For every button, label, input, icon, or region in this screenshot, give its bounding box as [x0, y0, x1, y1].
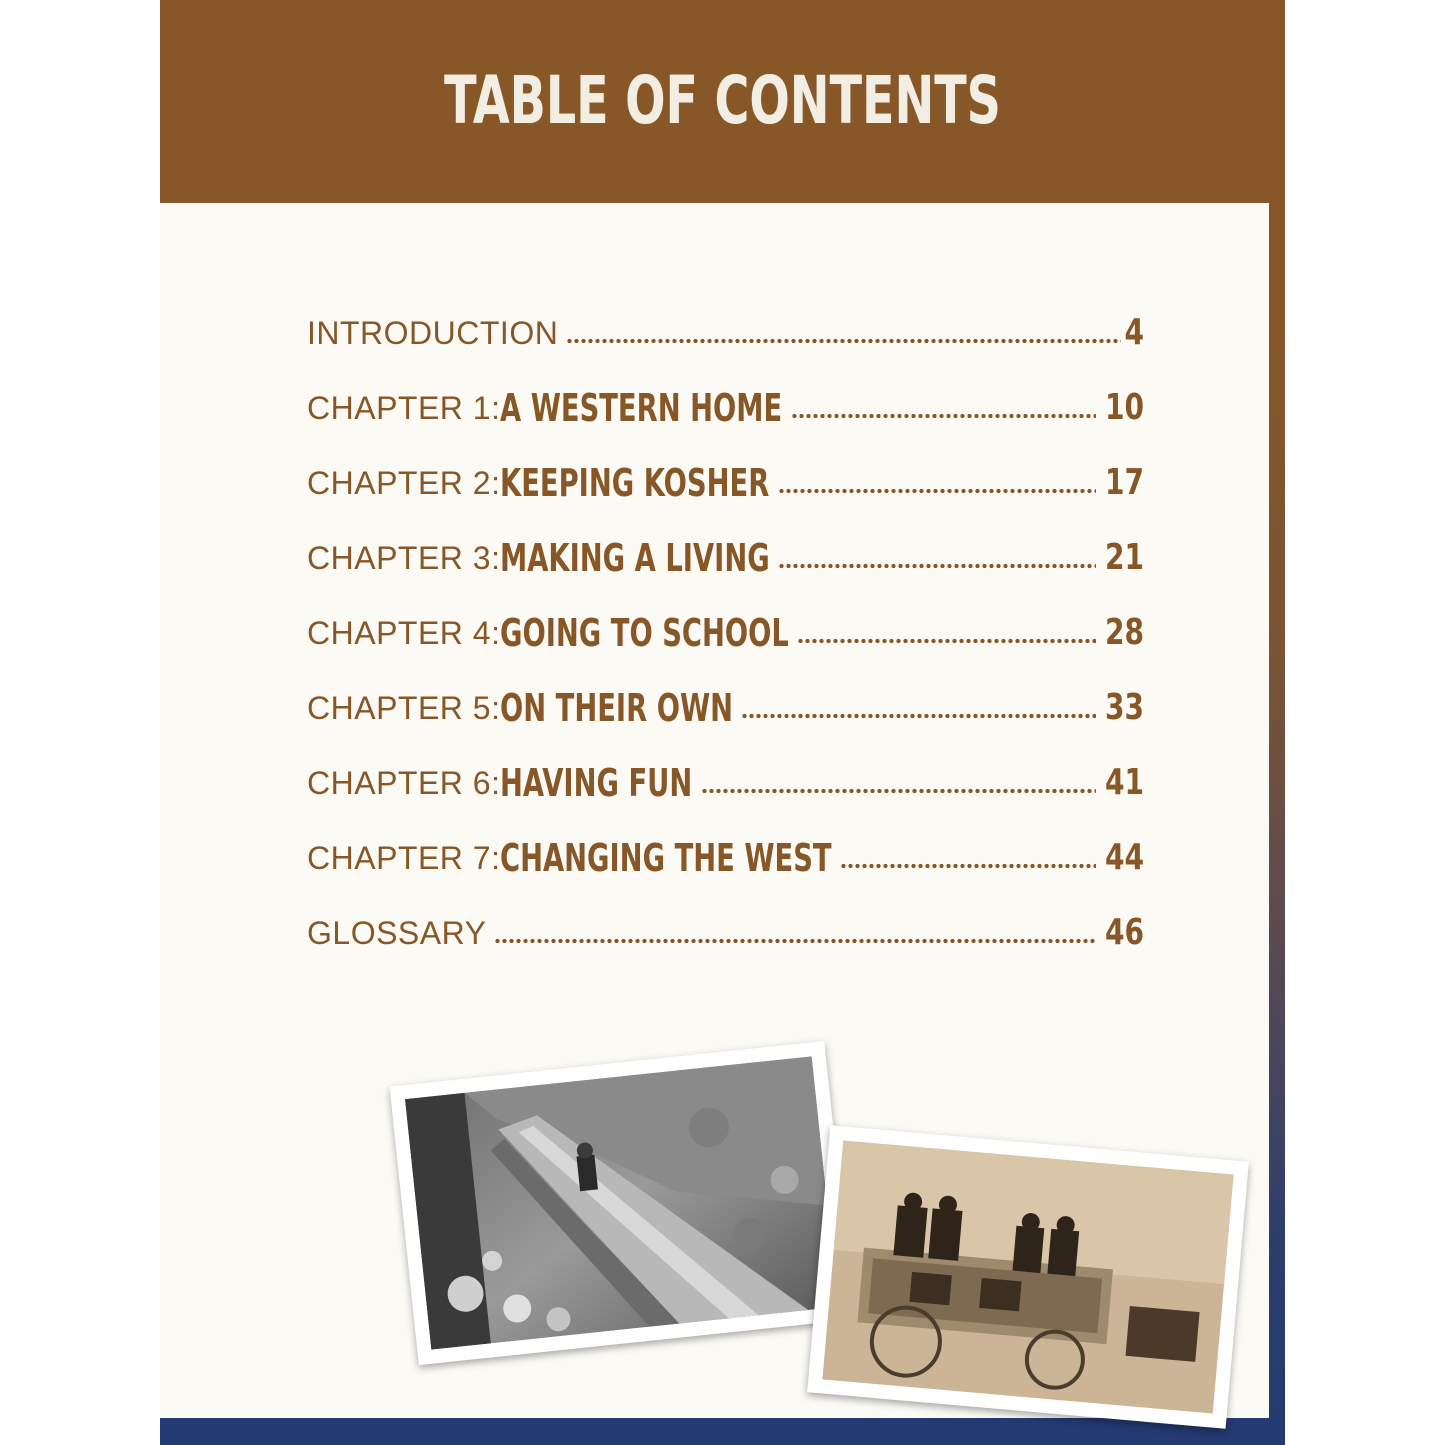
dot-leader: [566, 337, 1121, 345]
toc-page-number: 10: [1104, 387, 1144, 428]
toc-chapter-title: KEEPING KOSHER: [500, 461, 770, 503]
toc-chapter-title: CHANGING THE WEST: [500, 836, 833, 878]
toc-page-number: 21: [1104, 537, 1144, 578]
dot-leader: [797, 637, 1095, 645]
toc-entry-chapter-3[interactable]: [307, 503, 1144, 578]
toc-entry-glossary[interactable]: [307, 878, 1144, 953]
toc-entry-introduction[interactable]: [307, 278, 1144, 353]
toc-chapter-prefix: CHAPTER 7:: [307, 840, 501, 876]
toc-chapter-prefix: CHAPTER 2:: [307, 465, 501, 501]
dot-leader: [840, 862, 1096, 870]
photo-mining-flume: [390, 1041, 854, 1365]
toc-chapter-title: ON THEIR OWN: [500, 686, 734, 728]
toc-page-number: 33: [1104, 687, 1144, 728]
toc-page-number: 44: [1104, 837, 1144, 878]
dot-leader: [741, 712, 1095, 720]
toc-chapter-prefix: CHAPTER 6:: [307, 765, 501, 801]
photo-stagecoach: [807, 1125, 1249, 1429]
toc-page-number: 46: [1104, 912, 1144, 953]
page-title: TABLE OF CONTENTS: [444, 62, 1001, 139]
toc-chapter-title: GOING TO SCHOOL: [500, 611, 790, 653]
toc-entry-chapter-7[interactable]: [307, 803, 1144, 878]
bottom-band: [160, 1418, 1285, 1445]
toc-entry-chapter-1[interactable]: [307, 353, 1144, 428]
dot-leader: [778, 487, 1096, 495]
toc-chapter-prefix: CHAPTER 4:: [307, 615, 501, 651]
toc-page-number: 28: [1104, 612, 1144, 653]
toc-chapter-prefix: CHAPTER 3:: [307, 540, 501, 576]
toc-entry-chapter-4[interactable]: [307, 578, 1144, 653]
dot-leader: [494, 937, 1095, 945]
toc-chapter-title: MAKING A LIVING: [500, 536, 771, 578]
toc-entry-chapter-6[interactable]: [307, 728, 1144, 803]
dot-leader: [791, 412, 1096, 420]
toc-page-number: 41: [1104, 762, 1144, 803]
dot-leader: [778, 562, 1096, 570]
toc-page-number: 17: [1104, 462, 1144, 503]
stagecoach-image: [822, 1140, 1233, 1413]
toc-chapter-prefix: CHAPTER 1:: [307, 390, 501, 426]
toc-entry-label: INTRODUCTION: [307, 315, 559, 351]
toc-chapter-title: A WESTERN HOME: [500, 386, 783, 428]
mining-flume-image: [405, 1056, 838, 1349]
toc-page-number: 4: [1124, 312, 1144, 353]
table-of-contents: [307, 278, 1144, 953]
toc-chapter-title: HAVING FUN: [500, 761, 693, 803]
toc-entry-chapter-5[interactable]: [307, 653, 1144, 728]
dot-leader: [701, 787, 1096, 795]
toc-chapter-prefix: CHAPTER 5:: [307, 690, 501, 726]
toc-entry-chapter-2[interactable]: [307, 428, 1144, 503]
toc-entry-label: GLOSSARY: [307, 915, 487, 951]
